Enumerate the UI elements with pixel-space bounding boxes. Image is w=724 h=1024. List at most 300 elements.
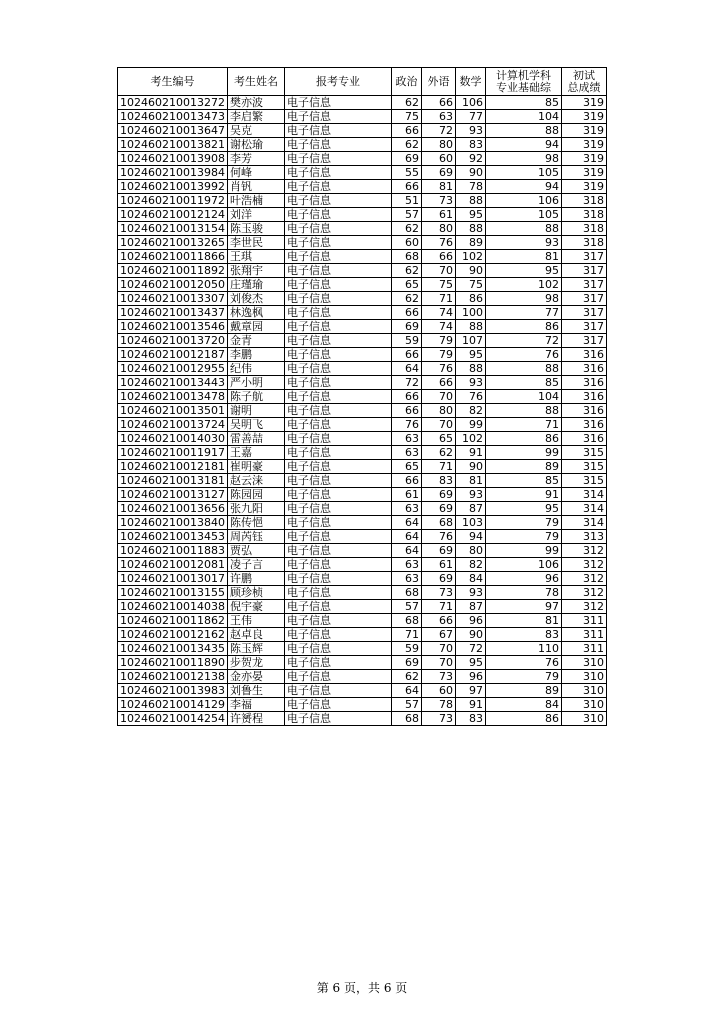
cell-id: 102460210012081 [118,558,228,572]
cell-politics: 72 [391,376,421,390]
header-politics: 政治 [391,68,421,96]
cell-politics: 60 [391,236,421,250]
cell-foreign: 69 [421,544,455,558]
cell-math: 93 [455,124,485,138]
table-row [118,110,607,124]
cell-major: 电子信息 [284,208,391,222]
cell-total: 316 [561,404,606,418]
cell-politics: 63 [391,502,421,516]
cell-math: 88 [455,222,485,236]
cell-major: 电子信息 [284,404,391,418]
cell-foreign: 69 [421,572,455,586]
cell-math: 80 [455,544,485,558]
cell-name: 何峰 [227,166,284,180]
cell-major: 电子信息 [284,502,391,516]
cell-cs: 86 [485,320,561,334]
table-row [118,166,607,180]
cell-major: 电子信息 [284,222,391,236]
cell-id: 102460210011866 [118,250,228,264]
cell-cs: 81 [485,250,561,264]
table-row [118,712,607,726]
cell-math: 103 [455,516,485,530]
cell-foreign: 75 [421,278,455,292]
cell-total: 314 [561,488,606,502]
cell-foreign: 76 [421,362,455,376]
cell-id: 102460210013501 [118,404,228,418]
cell-politics: 65 [391,460,421,474]
cell-major: 电子信息 [284,614,391,628]
table-row [118,376,607,390]
cell-cs: 72 [485,334,561,348]
cell-name: 赵云涞 [227,474,284,488]
cell-foreign: 76 [421,236,455,250]
cell-cs: 76 [485,348,561,362]
cell-foreign: 60 [421,152,455,166]
cell-politics: 69 [391,152,421,166]
cell-name: 许鹏 [227,572,284,586]
cell-major: 电子信息 [284,96,391,110]
cell-politics: 66 [391,404,421,418]
cell-foreign: 70 [421,642,455,656]
cell-math: 102 [455,250,485,264]
cell-foreign: 69 [421,488,455,502]
cell-id: 102460210013017 [118,572,228,586]
cell-total: 312 [561,600,606,614]
cell-major: 电子信息 [284,250,391,264]
cell-major: 电子信息 [284,712,391,726]
cell-total: 319 [561,96,606,110]
cell-foreign: 79 [421,348,455,362]
cell-math: 95 [455,208,485,222]
cell-cs: 84 [485,698,561,712]
cell-name: 李世民 [227,236,284,250]
cell-cs: 99 [485,544,561,558]
cell-total: 315 [561,460,606,474]
cell-name: 凌子言 [227,558,284,572]
cell-major: 电子信息 [284,334,391,348]
cell-name: 谢明 [227,404,284,418]
table-row [118,572,607,586]
cell-total: 312 [561,544,606,558]
cell-politics: 64 [391,544,421,558]
cell-foreign: 65 [421,432,455,446]
cell-cs: 95 [485,502,561,516]
cell-foreign: 61 [421,208,455,222]
table-row [118,334,607,348]
cell-cs: 97 [485,600,561,614]
header-cs-line1: 计算机学科 [495,68,551,82]
cell-math: 90 [455,264,485,278]
cell-total: 314 [561,516,606,530]
cell-foreign: 74 [421,320,455,334]
cell-politics: 51 [391,194,421,208]
cell-total: 316 [561,418,606,432]
cell-total: 318 [561,222,606,236]
cell-cs: 98 [485,292,561,306]
cell-cs: 88 [485,404,561,418]
cell-total: 319 [561,152,606,166]
cell-name: 赵卓良 [227,628,284,642]
cell-id: 102460210012187 [118,348,228,362]
cell-cs: 81 [485,614,561,628]
cell-name: 金亦晏 [227,670,284,684]
table-row [118,180,607,194]
cell-total: 318 [561,194,606,208]
cell-major: 电子信息 [284,474,391,488]
cell-total: 315 [561,474,606,488]
cell-cs: 105 [485,166,561,180]
table-row [118,404,607,418]
cell-total: 310 [561,712,606,726]
cell-total: 310 [561,656,606,670]
cell-id: 102460210013478 [118,390,228,404]
cell-politics: 71 [391,628,421,642]
cell-cs: 85 [485,376,561,390]
cell-politics: 66 [391,390,421,404]
cell-name: 肖钒 [227,180,284,194]
cell-politics: 62 [391,670,421,684]
cell-total: 316 [561,362,606,376]
cell-politics: 62 [391,264,421,278]
cell-total: 317 [561,292,606,306]
cell-foreign: 70 [421,390,455,404]
cell-cs: 89 [485,684,561,698]
cell-name: 顾珍桢 [227,586,284,600]
cell-foreign: 72 [421,124,455,138]
cell-id: 102460210013155 [118,586,228,600]
cell-math: 100 [455,306,485,320]
cell-major: 电子信息 [284,586,391,600]
cell-id: 102460210013437 [118,306,228,320]
cell-cs: 93 [485,236,561,250]
cell-id: 102460210013265 [118,236,228,250]
cell-math: 91 [455,698,485,712]
cell-math: 99 [455,418,485,432]
table-row [118,138,607,152]
cell-id: 102460210013647 [118,124,228,138]
cell-id: 102460210013473 [118,110,228,124]
cell-name: 陈玉辉 [227,642,284,656]
cell-major: 电子信息 [284,698,391,712]
cell-total: 316 [561,348,606,362]
table-row [118,432,607,446]
cell-cs: 86 [485,432,561,446]
cell-major: 电子信息 [284,600,391,614]
cell-name: 陈玉骏 [227,222,284,236]
cell-id: 102460210014129 [118,698,228,712]
cell-politics: 76 [391,418,421,432]
cell-total: 317 [561,320,606,334]
table-row [118,306,607,320]
cell-math: 88 [455,194,485,208]
cell-cs: 98 [485,152,561,166]
header-total-line2: 总成绩 [567,80,601,94]
cell-math: 87 [455,502,485,516]
cell-major: 电子信息 [284,656,391,670]
cell-id: 102460210014038 [118,600,228,614]
cell-politics: 57 [391,600,421,614]
cell-politics: 57 [391,208,421,222]
cell-math: 82 [455,558,485,572]
cell-math: 72 [455,642,485,656]
cell-name: 陈传悒 [227,516,284,530]
cell-total: 318 [561,236,606,250]
cell-id: 102460210013656 [118,502,228,516]
cell-name: 李芳 [227,152,284,166]
cell-major: 电子信息 [284,670,391,684]
cell-major: 电子信息 [284,278,391,292]
cell-politics: 68 [391,712,421,726]
table-row [118,698,607,712]
cell-name: 吴明飞 [227,418,284,432]
cell-politics: 55 [391,166,421,180]
cell-major: 电子信息 [284,488,391,502]
cell-total: 316 [561,376,606,390]
cell-foreign: 61 [421,558,455,572]
cell-foreign: 69 [421,166,455,180]
cell-id: 102460210012181 [118,460,228,474]
cell-politics: 64 [391,530,421,544]
cell-total: 311 [561,614,606,628]
cell-total: 316 [561,390,606,404]
cell-politics: 65 [391,278,421,292]
cell-id: 102460210014030 [118,432,228,446]
cell-major: 电子信息 [284,544,391,558]
cell-major: 电子信息 [284,320,391,334]
cell-id: 102460210013154 [118,222,228,236]
cell-math: 97 [455,684,485,698]
cell-total: 315 [561,446,606,460]
cell-total: 317 [561,264,606,278]
cell-total: 312 [561,572,606,586]
cell-foreign: 66 [421,96,455,110]
table-row [118,208,607,222]
cell-id: 102460210013984 [118,166,228,180]
cell-cs: 106 [485,558,561,572]
cell-major: 电子信息 [284,516,391,530]
cell-name: 谢松瑜 [227,138,284,152]
cell-major: 电子信息 [284,362,391,376]
table-row [118,390,607,404]
cell-politics: 62 [391,138,421,152]
table-row [118,488,607,502]
cell-major: 电子信息 [284,530,391,544]
cell-politics: 68 [391,586,421,600]
table-row [118,586,607,600]
cell-math: 89 [455,236,485,250]
cell-cs: 88 [485,222,561,236]
cell-foreign: 73 [421,586,455,600]
cell-math: 94 [455,530,485,544]
cell-cs: 83 [485,628,561,642]
table-row [118,446,607,460]
cell-name: 李鹏 [227,348,284,362]
cell-cs: 88 [485,124,561,138]
cell-name: 崔明豪 [227,460,284,474]
table-body [118,96,607,726]
cell-cs: 76 [485,656,561,670]
cell-major: 电子信息 [284,446,391,460]
cell-name: 吴克 [227,124,284,138]
cell-cs: 104 [485,390,561,404]
cell-id: 102460210013181 [118,474,228,488]
cell-politics: 63 [391,446,421,460]
table-row [118,194,607,208]
cell-politics: 66 [391,306,421,320]
cell-foreign: 71 [421,600,455,614]
cell-major: 电子信息 [284,432,391,446]
table-row [118,670,607,684]
cell-math: 90 [455,628,485,642]
cell-foreign: 78 [421,698,455,712]
cell-cs: 91 [485,488,561,502]
table-row [118,278,607,292]
cell-math: 96 [455,614,485,628]
table-row [118,544,607,558]
table-row [118,530,607,544]
cell-name: 纪伟 [227,362,284,376]
cell-total: 319 [561,180,606,194]
cell-id: 102460210011890 [118,656,228,670]
cell-politics: 66 [391,180,421,194]
page-footer: 第 6 页，共 6 页 [316,981,408,995]
cell-total: 319 [561,166,606,180]
cell-math: 107 [455,334,485,348]
cell-id: 102460210013908 [118,152,228,166]
cell-politics: 75 [391,110,421,124]
cell-cs: 94 [485,180,561,194]
cell-total: 313 [561,530,606,544]
cell-cs: 96 [485,572,561,586]
cell-politics: 59 [391,642,421,656]
cell-major: 电子信息 [284,348,391,362]
cell-cs: 105 [485,208,561,222]
cell-math: 83 [455,712,485,726]
cell-cs: 89 [485,460,561,474]
cell-foreign: 76 [421,530,455,544]
cell-math: 84 [455,572,485,586]
cell-id: 102460210012124 [118,208,228,222]
cell-total: 311 [561,628,606,642]
cell-major: 电子信息 [284,628,391,642]
cell-politics: 63 [391,432,421,446]
cell-foreign: 80 [421,138,455,152]
cell-politics: 69 [391,656,421,670]
cell-total: 318 [561,208,606,222]
cell-foreign: 71 [421,460,455,474]
table-row [118,558,607,572]
cell-major: 电子信息 [284,306,391,320]
cell-name: 陈园园 [227,488,284,502]
cell-major: 电子信息 [284,152,391,166]
cell-math: 90 [455,460,485,474]
cell-foreign: 83 [421,474,455,488]
cell-id: 102460210011892 [118,264,228,278]
cell-politics: 66 [391,474,421,488]
cell-major: 电子信息 [284,138,391,152]
cell-foreign: 63 [421,110,455,124]
cell-math: 93 [455,376,485,390]
cell-major: 电子信息 [284,110,391,124]
cell-politics: 61 [391,488,421,502]
cell-cs: 71 [485,418,561,432]
cell-politics: 64 [391,684,421,698]
cell-total: 317 [561,334,606,348]
cell-total: 319 [561,138,606,152]
cell-name: 刘鲁生 [227,684,284,698]
table-row [118,320,607,334]
cell-name: 步贺龙 [227,656,284,670]
cell-name: 樊亦波 [227,96,284,110]
table-row [118,656,607,670]
cell-major: 电子信息 [284,166,391,180]
table-row [118,600,607,614]
cell-id: 102460210013983 [118,684,228,698]
cell-id: 102460210013546 [118,320,228,334]
cell-cs: 79 [485,516,561,530]
cell-math: 76 [455,390,485,404]
cell-foreign: 70 [421,264,455,278]
cell-name: 周芮钰 [227,530,284,544]
header-row [118,68,607,96]
header-major: 报考专业 [284,68,391,96]
cell-name: 刘洋 [227,208,284,222]
cell-total: 317 [561,306,606,320]
cell-major: 电子信息 [284,194,391,208]
cell-foreign: 80 [421,222,455,236]
cell-major: 电子信息 [284,558,391,572]
cell-math: 83 [455,138,485,152]
cell-id: 102460210011917 [118,446,228,460]
cell-math: 91 [455,446,485,460]
cell-cs: 110 [485,642,561,656]
cell-foreign: 69 [421,502,455,516]
cell-math: 78 [455,180,485,194]
cell-major: 电子信息 [284,572,391,586]
cell-total: 312 [561,558,606,572]
cell-id: 102460210013127 [118,488,228,502]
table-row [118,124,607,138]
cell-politics: 64 [391,516,421,530]
cell-foreign: 66 [421,250,455,264]
cell-name: 贾弘 [227,544,284,558]
cell-politics: 66 [391,348,421,362]
cell-politics: 63 [391,572,421,586]
cell-politics: 62 [391,222,421,236]
cell-name: 李福 [227,698,284,712]
cell-foreign: 73 [421,712,455,726]
cell-math: 95 [455,348,485,362]
cell-id: 102460210012162 [118,628,228,642]
cell-politics: 68 [391,250,421,264]
cell-id: 102460210013435 [118,642,228,656]
cell-name: 庄瑾瑜 [227,278,284,292]
cell-id: 102460210013840 [118,516,228,530]
cell-name: 李启繁 [227,110,284,124]
cell-major: 电子信息 [284,460,391,474]
cell-foreign: 81 [421,180,455,194]
cell-name: 王伟 [227,614,284,628]
cell-foreign: 79 [421,334,455,348]
cell-cs: 95 [485,264,561,278]
cell-id: 102460210012050 [118,278,228,292]
cell-id: 102460210011972 [118,194,228,208]
cell-id: 102460210013307 [118,292,228,306]
cell-total: 319 [561,124,606,138]
cell-cs: 85 [485,96,561,110]
table-row [118,250,607,264]
cell-id: 102460210011883 [118,544,228,558]
